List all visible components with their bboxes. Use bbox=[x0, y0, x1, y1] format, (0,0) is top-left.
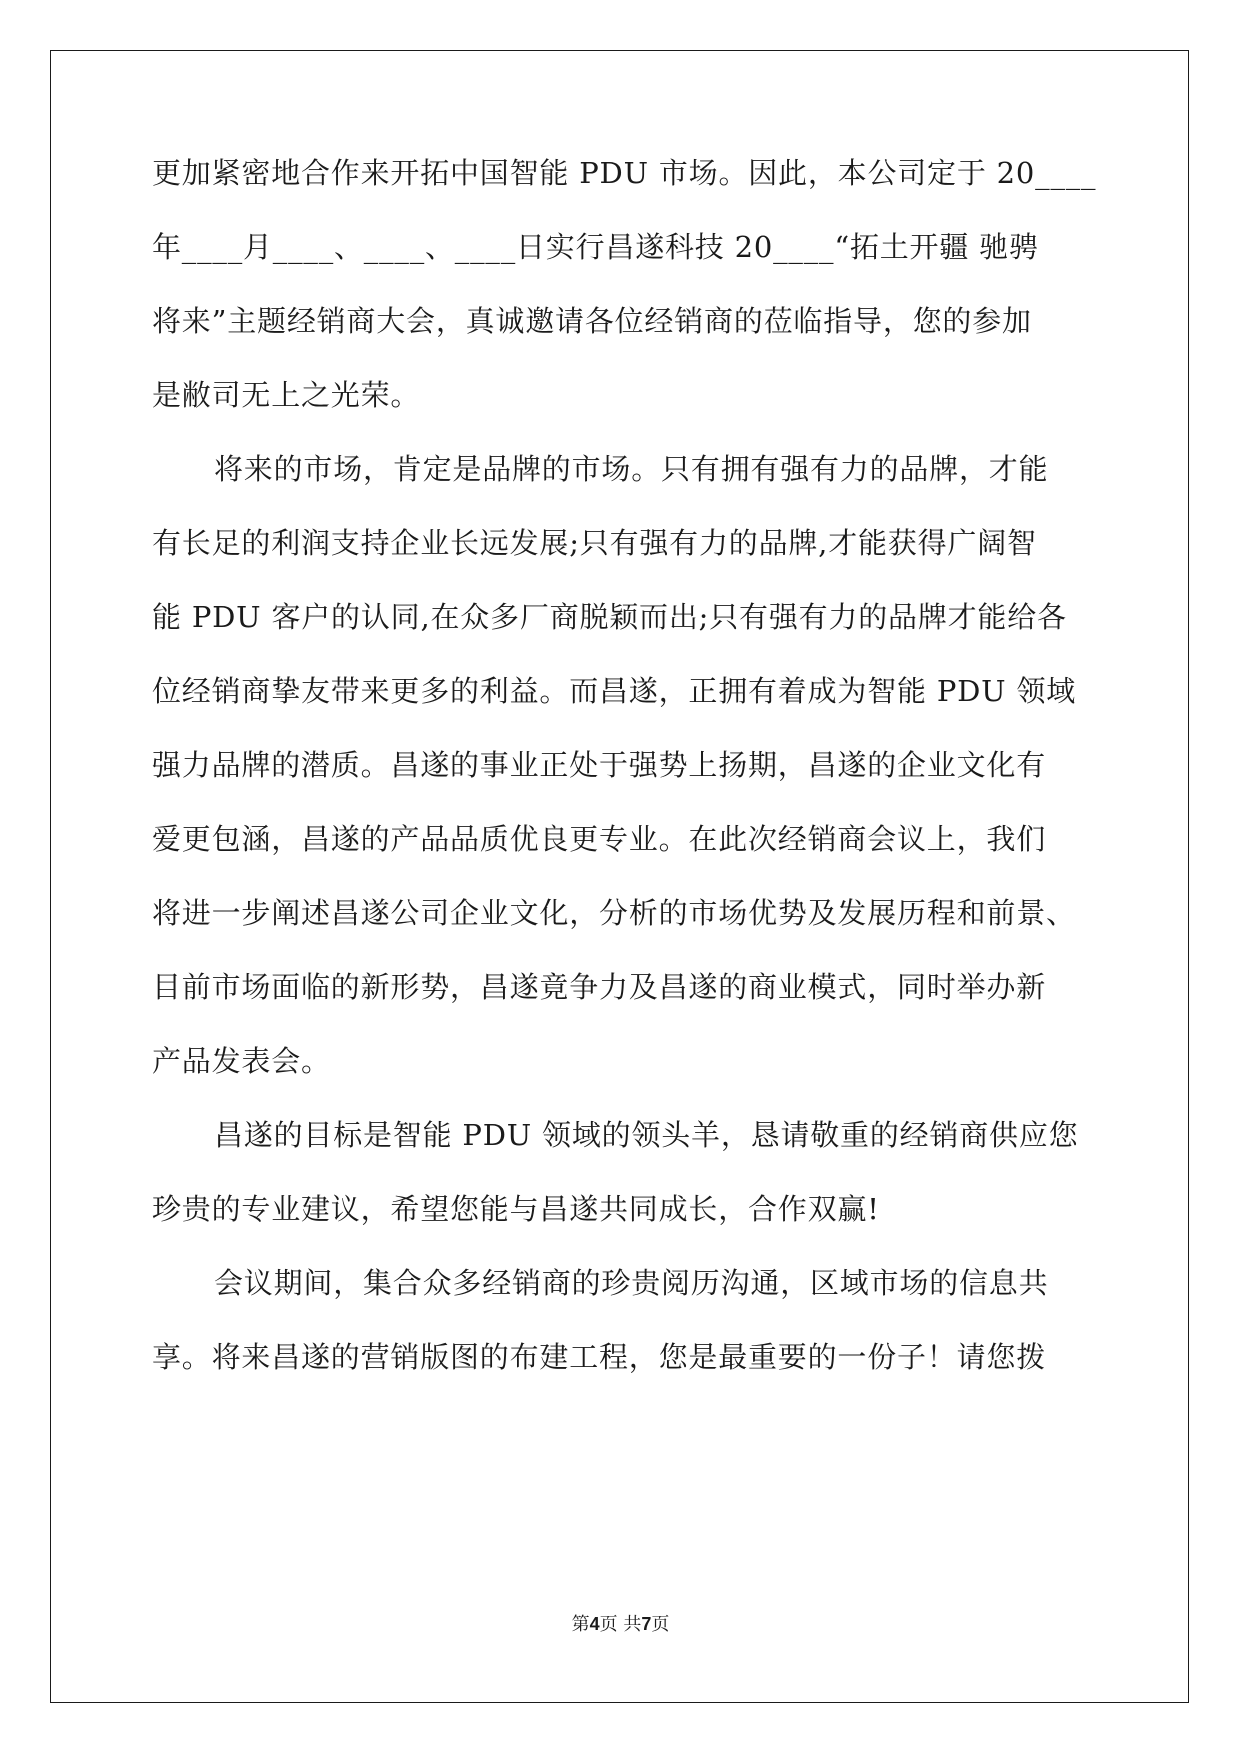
text-line: 年____月____、____、____日实行昌遂科技 20____“拓土开疆 驰骋 bbox=[152, 230, 1039, 264]
text-line: 能 PDU 客户的认同,在众多厂商脱颖而出;只有强有力的品牌才能给各 bbox=[152, 600, 1067, 634]
text-line: 享。将来昌遂的营销版图的布建工程，您是最重要的一份子！请您拨 bbox=[152, 1340, 1047, 1374]
text-line: 产品发表会。 bbox=[152, 1044, 331, 1078]
page-current: 4 bbox=[589, 1614, 600, 1634]
text-line: 昌遂的目标是智能 PDU 领域的领头羊，恳请敬重的经销商供应您 bbox=[214, 1118, 1079, 1152]
text-line: 珍贵的专业建议，希望您能与昌遂共同成长，合作双赢! bbox=[152, 1192, 880, 1226]
page-footer bbox=[0, 1610, 1241, 1636]
text-line: 位经销商挚友带来更多的利益。而昌遂，正拥有着成为智能 PDU 领域 bbox=[152, 674, 1077, 708]
text-line: 更加紧密地合作来开拓中国智能 PDU 市场。因此，本公司定于 20____ bbox=[152, 156, 1097, 190]
text-line: 将进一步阐述昌遂公司企业文化，分析的市场优势及发展历程和前景、 bbox=[152, 896, 1076, 930]
text-line: 会议期间，集合众多经销商的珍贵阅历沟通，区域市场的信息共 bbox=[214, 1266, 1049, 1300]
text-line: 是敝司无上之光荣。 bbox=[152, 378, 421, 412]
page-total: 7 bbox=[641, 1614, 652, 1634]
page-mid: 页 共 bbox=[599, 1614, 642, 1635]
page-prefix: 第 bbox=[571, 1614, 590, 1635]
text-line: 将来”主题经销商大会，真诚邀请各位经销商的莅临指导，您的参加 bbox=[152, 304, 1032, 338]
text-line: 强力品牌的潜质。昌遂的事业正处于强势上扬期，昌遂的企业文化有 bbox=[152, 748, 1047, 782]
page-suffix: 页 bbox=[651, 1614, 670, 1635]
text-line: 目前市场面临的新形势，昌遂竟争力及昌遂的商业模式，同时举办新 bbox=[152, 970, 1047, 1004]
text-line: 爱更包涵，昌遂的产品品质优良更专业。在此次经销商会议上，我们 bbox=[152, 822, 1047, 856]
text-line: 有长足的利润支持企业长远发展;只有强有力的品牌,才能获得广阔智 bbox=[152, 526, 1037, 560]
page-border bbox=[50, 50, 1189, 1703]
text-line: 将来的市场，肯定是品牌的市场。只有拥有强有力的品牌，才能 bbox=[214, 452, 1049, 486]
